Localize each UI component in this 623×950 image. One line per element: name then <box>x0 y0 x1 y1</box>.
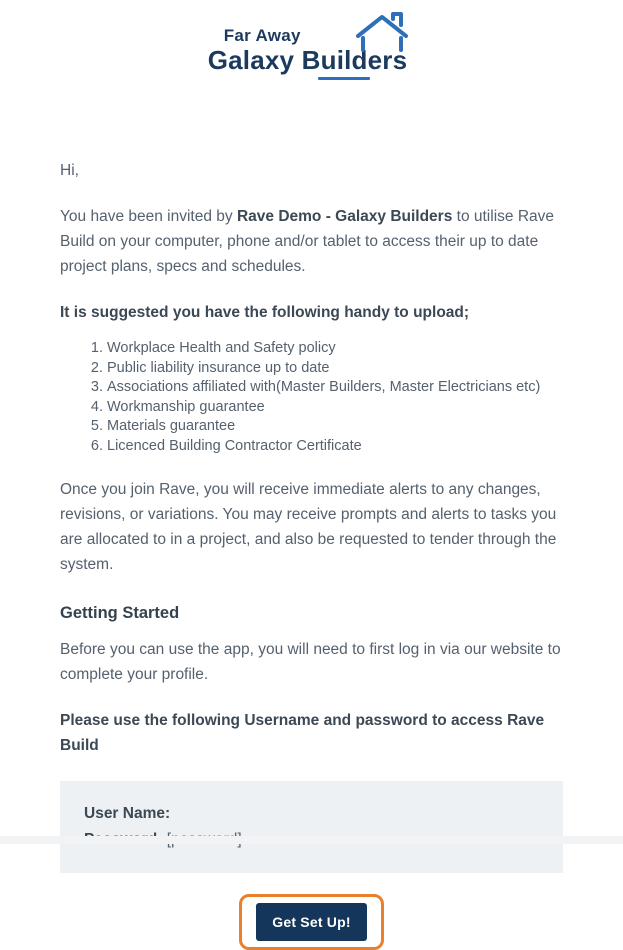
checklist-item: 6. Licenced Building Contractor Certificate <box>107 437 563 457</box>
email-body <box>0 158 623 950</box>
company-logo <box>208 26 416 80</box>
credentials-heading: Please use the following Username and password to access Rave Build <box>60 712 545 754</box>
annotation-highlight <box>239 894 383 950</box>
intro-paragraph <box>60 204 563 279</box>
checklist-item: 2. Public liability insurance up to date <box>107 359 563 379</box>
get-set-up-button[interactable]: Get Set Up! <box>256 903 366 941</box>
checklist-item: 5. Materials guarantee <box>107 417 563 437</box>
greeting: Hi, <box>60 162 79 179</box>
intro-text-pre: You have been invited by <box>60 208 237 225</box>
alerts-paragraph: Once you join Rave, you will receive immediate alerts to any changes, revisions, or variations. You may receive prompts and alerts to tasks you are allocated to in a project, and also be requested to tender through the system. <box>60 481 557 573</box>
getting-started-heading: Getting Started <box>60 604 180 622</box>
logo-text-bottom: Galaxy Builders <box>207 45 408 75</box>
logo-underline <box>318 77 370 80</box>
getting-started-paragraph: Before you can use the app, you will need to first log in via our website to complete your profile. <box>60 641 561 683</box>
logo-text-top: Far Away <box>223 26 301 45</box>
checklist-item: 1. Workplace Health and Safety policy <box>107 339 563 359</box>
checklist-item: 4. Workmanship guarantee <box>107 398 563 418</box>
checklist-item: 3. Associations affiliated with(Master Builders, Master Electricians etc) <box>107 378 563 398</box>
upload-heading: It is suggested you have the following handy to upload; <box>60 304 470 321</box>
cta-row <box>60 894 563 950</box>
username-label: User Name: <box>84 805 171 822</box>
footer-strip <box>0 836 623 844</box>
intro-text-post: to utilise Rave Build on your computer, phone and/or tablet to access their up to date project plans, specs and schedules. <box>60 208 555 275</box>
credentials-box <box>60 781 563 873</box>
upload-checklist <box>60 339 563 456</box>
username-row <box>84 801 539 827</box>
inviter-name: Rave Demo - Galaxy Builders <box>236 208 453 225</box>
house-icon <box>355 12 413 52</box>
logo-header <box>0 0 623 108</box>
